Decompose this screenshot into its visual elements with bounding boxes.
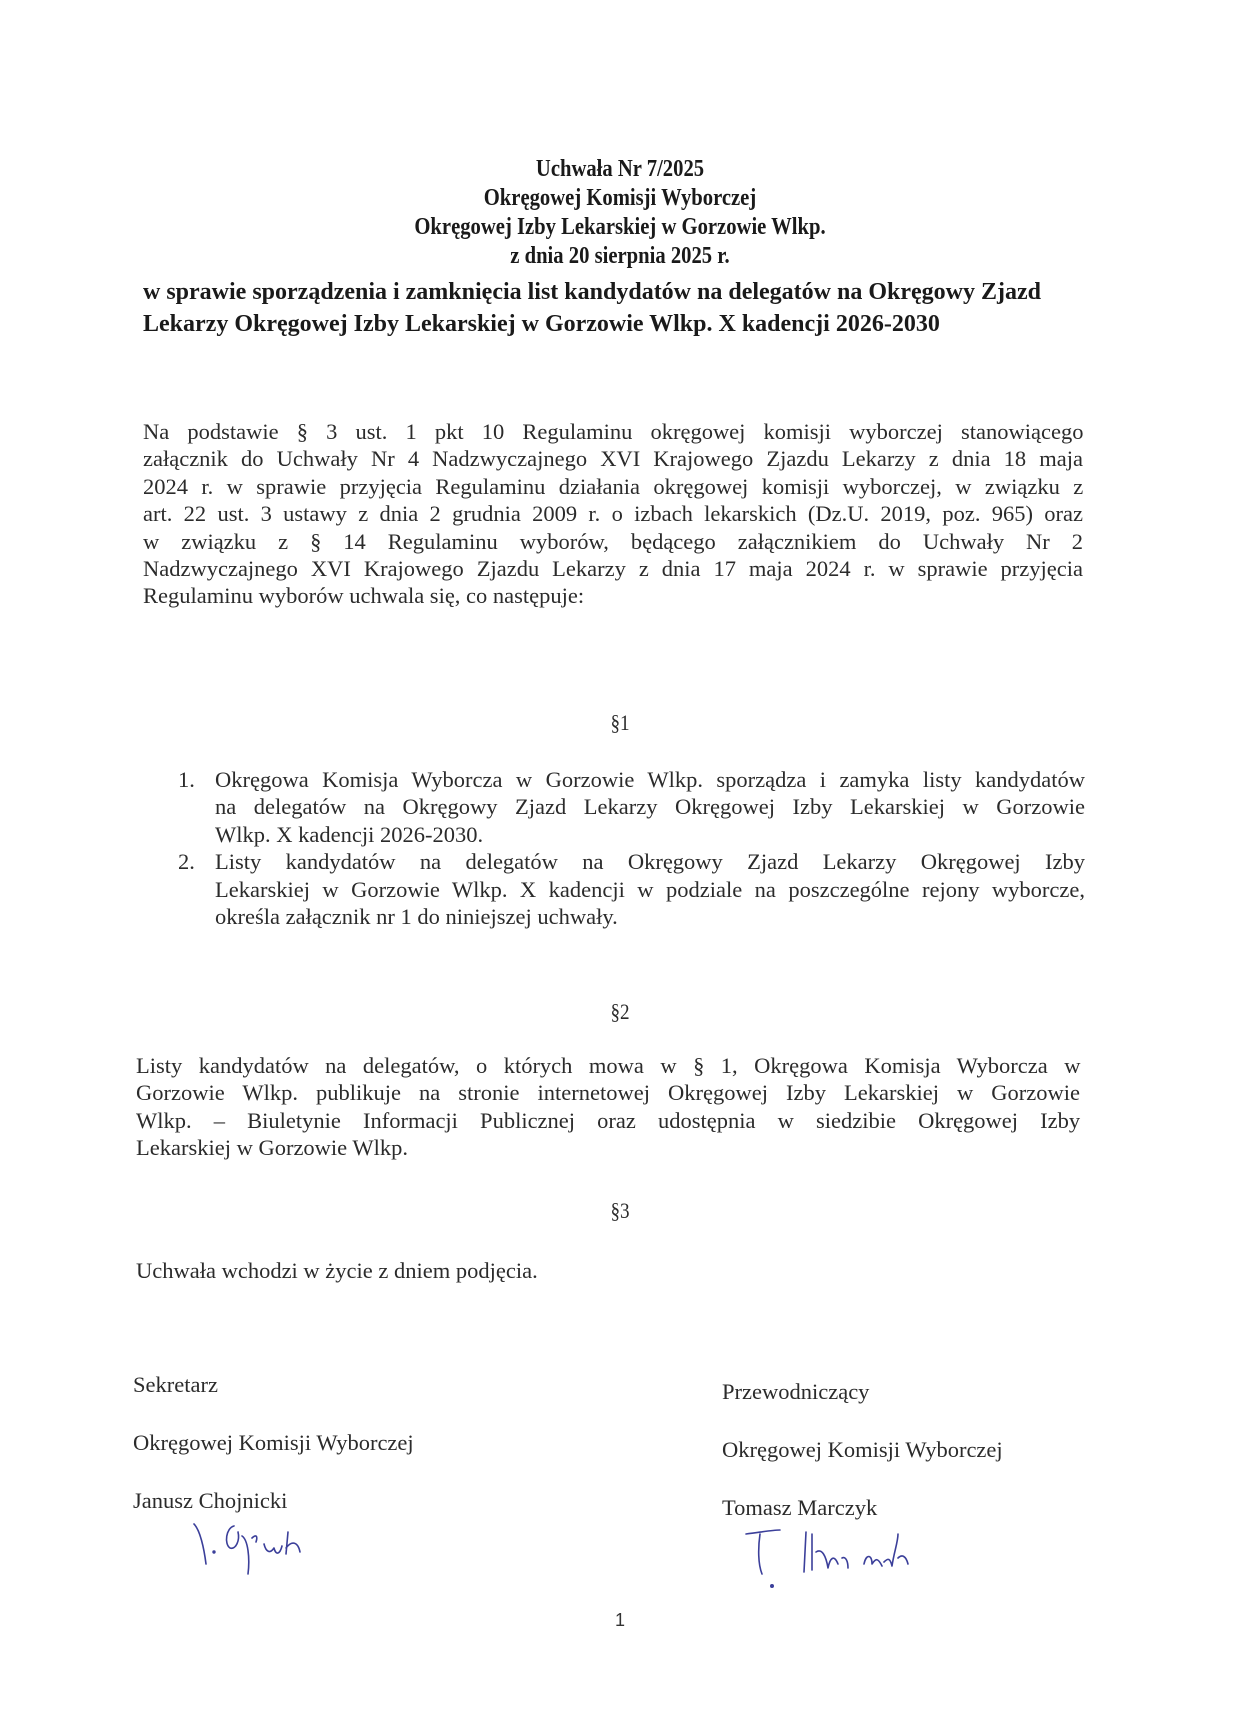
signature-block-chairman xyxy=(722,1379,1003,1553)
title-line-number: Uchwała Nr 7/2025 xyxy=(535,156,705,182)
list-item-line: określa załącznik nr 1 do niniejszej uchwały. xyxy=(215,904,618,930)
signature-role: Sekretarz xyxy=(133,1372,218,1397)
handwritten-signature-chairman xyxy=(742,1528,932,1594)
preamble-line: 2024 r. w sprawie przyjęcia Regulaminu działania okręgowej komisji wyborczej, w związku z xyxy=(143,473,1084,499)
subject-line: w sprawie sporządzenia i zamknięcia list kandydatów na delegatów na Okręgowy Zjazd xyxy=(143,279,1042,305)
section-mark-3: §3 xyxy=(610,1198,630,1223)
section-2-line: Listy kandydatów na delegatów, o których mowa w § 1, Okręgowa Komisja Wyborcza w xyxy=(136,1053,1081,1078)
signature-name: Janusz Chojnicki xyxy=(133,1488,288,1513)
preamble-line: w związku z § 14 Regulaminu wyborów, będącego załącznikiem do Uchwały Nr 2 xyxy=(143,528,1083,554)
signature-body: Okręgowej Komisji Wyborczej xyxy=(722,1437,1003,1462)
page-number: 1 xyxy=(614,1610,625,1630)
list-item-line: na delegatów na Okręgowy Zjazd Lekarzy Okręgowej Izby Lekarskiej w Gorzowie xyxy=(215,794,1085,820)
list-item-line: Wlkp. X kadencji 2026-2030. xyxy=(215,821,484,847)
handwritten-signature-secretary xyxy=(190,1518,330,1578)
list-item xyxy=(170,766,1085,848)
list-item-number: 2. xyxy=(178,849,195,875)
title-line-chamber: Okręgowej Izby Lekarskiej w Gorzowie Wlkp. xyxy=(414,214,826,240)
section-2-line: Lekarskiej w Gorzowie Wlkp. xyxy=(136,1135,408,1161)
list-item-number: 1. xyxy=(178,767,195,792)
preamble-line: załącznik do Uchwały Nr 4 Nadzwyczajnego XVI Krajowego Zjazdu Lekarzy z dnia 18 maja xyxy=(143,446,1083,472)
list-item xyxy=(170,848,1085,930)
section-mark-1: §1 xyxy=(610,710,630,735)
title-line-commission: Okręgowej Komisji Wyborczej xyxy=(483,185,757,211)
section-1-list xyxy=(170,766,1085,930)
list-item-line: Lekarskiej w Gorzowie Wlkp. X kadencji w podziale na poszczególne rejony wyborcze, xyxy=(215,876,1085,902)
preamble-line: Nadzwyczajnego XVI Krajowego Zjazdu Lekarzy z dnia 17 maja 2024 r. w sprawie przyjęcia xyxy=(143,556,1083,582)
list-item-line: Listy kandydatów na delegatów na Okręgowy Zjazd Lekarzy Okręgowej Izby xyxy=(215,849,1085,875)
section-2-line: Wlkp. – Biuletynie Informacji Publicznej oraz udostępnia w siedzibie Okręgowej Izby xyxy=(136,1107,1081,1133)
signature-body: Okręgowej Komisji Wyborczej xyxy=(133,1430,414,1455)
section-2-line: Gorzowie Wlkp. publikuje na stronie internetowej Okręgowej Izby Lekarskiej w Gorzowie xyxy=(136,1080,1080,1106)
section-mark-2: §2 xyxy=(610,999,630,1024)
title-line-date: z dnia 20 sierpnia 2025 r. xyxy=(510,243,730,269)
section-2-paragraph xyxy=(136,1052,1080,1162)
section-3-paragraph: Uchwała wchodzi w życie z dniem podjęcia. xyxy=(136,1258,538,1283)
subject-line: Lekarzy Okręgowej Izby Lekarskiej w Gorzowie Wlkp. X kadencji 2026-2030 xyxy=(143,311,940,337)
resolution-title xyxy=(0,155,1240,271)
signature-name: Tomasz Marczyk xyxy=(722,1495,878,1520)
preamble-paragraph xyxy=(143,418,1083,610)
preamble-line: Regulaminu wyborów uchwala się, co następuje: xyxy=(143,583,585,609)
signature-role: Przewodniczący xyxy=(722,1379,870,1404)
resolution-subject xyxy=(143,276,1090,340)
preamble-line: art. 22 ust. 3 ustawy z dnia 2 grudnia 2009 r. o izbach lekarskich (Dz.U. 2019, poz. 965) oraz xyxy=(143,501,1083,527)
preamble-line: Na podstawie § 3 ust. 1 pkt 10 Regulaminu okręgowej komisji wyborczej stanowiącego xyxy=(143,419,1084,444)
list-item-line: Okręgowa Komisja Wyborcza w Gorzowie Wlkp. sporządza i zamyka listy kandydatów xyxy=(215,767,1085,792)
